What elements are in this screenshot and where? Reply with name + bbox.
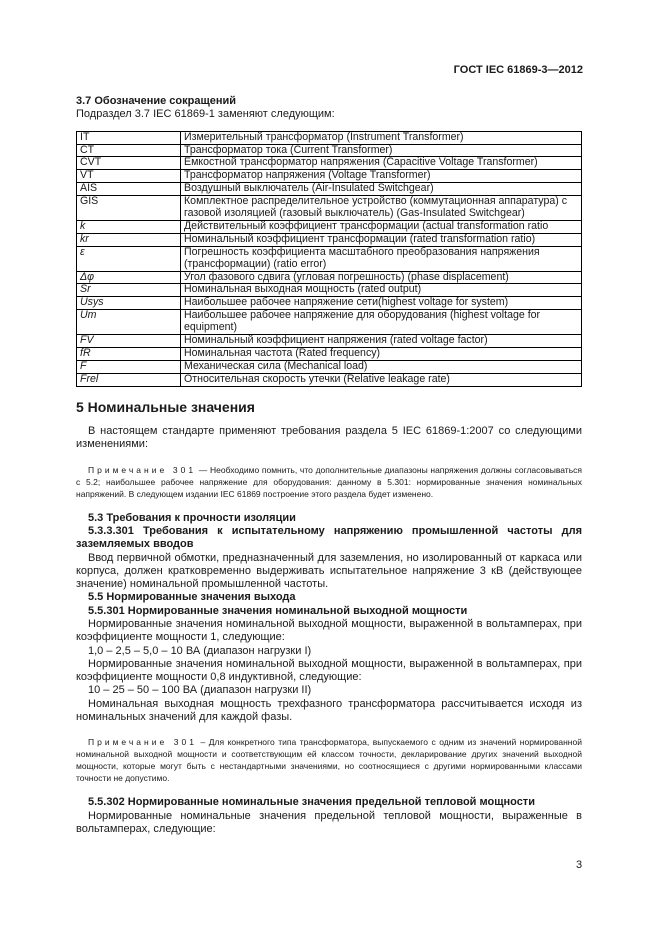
- abbreviation-row: [77, 284, 582, 297]
- abbreviation-description: Трансформатор тока (Current Transformer): [181, 144, 582, 157]
- abbreviation-symbol: FV: [77, 335, 181, 348]
- section-5-intro: В настоящем стандарте применяют требования раздела 5 IEC 61869-1:2007 со следующими изменениями:: [76, 425, 582, 451]
- abbreviation-symbol: Sr: [77, 284, 181, 297]
- abbreviation-row: [77, 196, 582, 221]
- abbreviation-symbol: F: [77, 360, 181, 373]
- abbreviation-description: Номинальная выходная мощность (rated output): [181, 284, 582, 297]
- abbreviation-symbol: k: [77, 220, 181, 233]
- section-5-5-301-p2: Нормированные значения номинальной выходной мощности, выраженной в вольтамперах, при коэффициенте мощности 0,8 индуктивной, следующие:: [76, 657, 582, 684]
- abbreviation-row: [77, 233, 582, 246]
- abbreviation-description: Воздушный выключатель (Air-Insulated Switchgear): [181, 183, 582, 196]
- page-content: [76, 95, 582, 836]
- abbreviation-row: [77, 170, 582, 183]
- abbreviation-description: Емкостной трансформатор напряжения (Capacitive Voltage Transformer): [181, 157, 582, 170]
- abbreviation-row: [77, 297, 582, 310]
- abbreviation-description: Погрешность коэффициента масштабного преобразования напряжения (трансформации) (ratio error): [181, 246, 582, 271]
- abbreviation-description: Трансформатор напряжения (Voltage Transformer): [181, 170, 582, 183]
- abbreviation-symbol: Um: [77, 310, 181, 335]
- abbreviation-row: [77, 373, 582, 386]
- section-5-title: 5 Номинальные значения: [76, 398, 255, 415]
- abbreviation-symbol: IT: [77, 131, 181, 144]
- abbreviation-symbol: Usys: [77, 297, 181, 310]
- abbreviation-description: Наибольшее рабочее напряжение для оборудования (highest voltage for equipment): [181, 310, 582, 335]
- section-5-5-302-title: 5.5.302 Нормированные номинальные значения предельной тепловой мощности: [88, 796, 535, 809]
- abbreviation-description: Комплектное распределительное устройство (коммутационная аппаратура) с газовой изоляцией (газовый выключатель) (Gas-Insulated Switchgear): [181, 196, 582, 221]
- note-label: Примечание 301: [88, 464, 197, 475]
- abbreviation-row: [77, 360, 582, 373]
- abbreviation-description: Действительный коэффициент трансформации (actual transformation ratio: [181, 220, 582, 233]
- section-3-7-intro: Подраздел 3.7 IEC 61869-1 заменяют следующим:: [76, 108, 335, 121]
- section-5-5-301-values2: 10 – 25 – 50 – 100 ВА (диапазон нагрузки II): [88, 684, 312, 697]
- abbreviation-symbol: Frel: [77, 373, 181, 386]
- abbreviation-symbol: VT: [77, 170, 181, 183]
- note-label: Примечание 301: [88, 737, 197, 748]
- abbreviation-description: Наибольшее рабочее напряжение сети(highest voltage for system): [181, 297, 582, 310]
- abbreviation-row: [77, 310, 582, 335]
- abbreviation-symbol: CT: [77, 144, 181, 157]
- section-3-7-title: 3.7 Обозначение сокращений: [76, 95, 237, 107]
- abbreviation-symbol: fR: [77, 348, 181, 361]
- abbreviation-row: [77, 335, 582, 348]
- section-5-5-301-p3: Номинальная выходная мощность трехфазного трансформатора рассчитывается исходя из номинальных значений для каждой фазы.: [76, 697, 582, 724]
- note-text: – Для конкретного типа трансформатора, выпускаемого с одним из значений нормированной номинальной выходной мощности и соответствующим ей классом точности, декларирование других значений выходной мощности, которые могут быть с нестандартными значениями, но соотносящиеся с другими нормированными классами точности не допустимо.: [76, 737, 582, 784]
- document-header: ГОСТ IEC 61869-3—2012: [453, 64, 583, 76]
- abbreviation-description: Угол фазового сдвига (угловая погрешность) (phase displacement): [181, 271, 582, 284]
- abbreviation-description: Измерительный трансформатор (Instrument Transformer): [181, 131, 582, 144]
- section-5-5-301-title: 5.5.301 Нормированные значения номинальной выходной мощности: [88, 604, 468, 617]
- abbreviation-row: [77, 131, 582, 144]
- abbreviation-row: [77, 246, 582, 271]
- abbreviation-description: Номинальная частота (Rated frequency): [181, 348, 582, 361]
- section-5-5-301-p1: Нормированные значения номинальной выходной мощности, выраженной в вольтамперах, при коэффициенте мощности 1, следующие:: [76, 617, 582, 644]
- abbreviation-row: [77, 157, 582, 170]
- abbreviation-row: [77, 348, 582, 361]
- abbreviation-symbol: kr: [77, 233, 181, 246]
- section-5-3-3-301-title: 5.3.3.301 Требования к испытательному напряжению промышленной частоты для заземляемых вводов: [76, 524, 582, 551]
- abbreviation-symbol: AIS: [77, 183, 181, 196]
- abbreviation-row: [77, 183, 582, 196]
- section-5-5-302-p1: Нормированные номинальные значения предельной тепловой мощности, выраженные в вольтамперах, следующие:: [76, 809, 582, 835]
- abbreviation-row: [77, 271, 582, 284]
- abbreviation-symbol: GIS: [77, 196, 181, 221]
- abbreviation-description: Номинальный коэффициент напряжения (rated voltage factor): [181, 335, 582, 348]
- abbreviations-table: [76, 131, 582, 387]
- note-301-b: [76, 736, 582, 784]
- abbreviation-symbol: CVT: [77, 157, 181, 170]
- section-5-5-title: 5.5 Нормированные значения выхода: [88, 591, 296, 604]
- note-text: — Необходимо помнить, что дополнительные диапазоны напряжения должны согласовываться с 5.2; наибольшее рабочее напряжение для оборудования: данному в 5.301: нормированные значения номинальных напряжений. В следующем издании IEC 61869 построение этого раздела будет изменено.: [76, 464, 582, 499]
- abbreviation-description: Относительная скорость утечки (Relative leakage rate): [181, 373, 582, 386]
- abbreviation-symbol: Δφ: [77, 271, 181, 284]
- abbreviation-row: [77, 220, 582, 233]
- note-301-a: [76, 464, 582, 500]
- abbreviation-row: [77, 144, 582, 157]
- abbreviation-symbol: ε: [77, 246, 181, 271]
- page-number: 3: [576, 859, 583, 871]
- section-5-3-title: 5.3 Требования к прочности изоляции: [88, 511, 296, 524]
- section-5-3-3-301-text: Ввод первичной обмотки, предназначенный для заземления, но изолированный от каркаса или корпуса, должен кратковременно выдерживать испытательное напряжение 3 кВ (действующее значение) номинальной промышленной частоты.: [76, 551, 582, 591]
- section-5-5-301-values1: 1,0 – 2,5 – 5,0 – 10 ВА (диапазон нагрузки I): [88, 644, 312, 657]
- abbreviation-description: Механическая сила (Mechanical load): [181, 360, 582, 373]
- abbreviation-description: Номинальный коэффициент трансформации (rated transformation ratio): [181, 233, 582, 246]
